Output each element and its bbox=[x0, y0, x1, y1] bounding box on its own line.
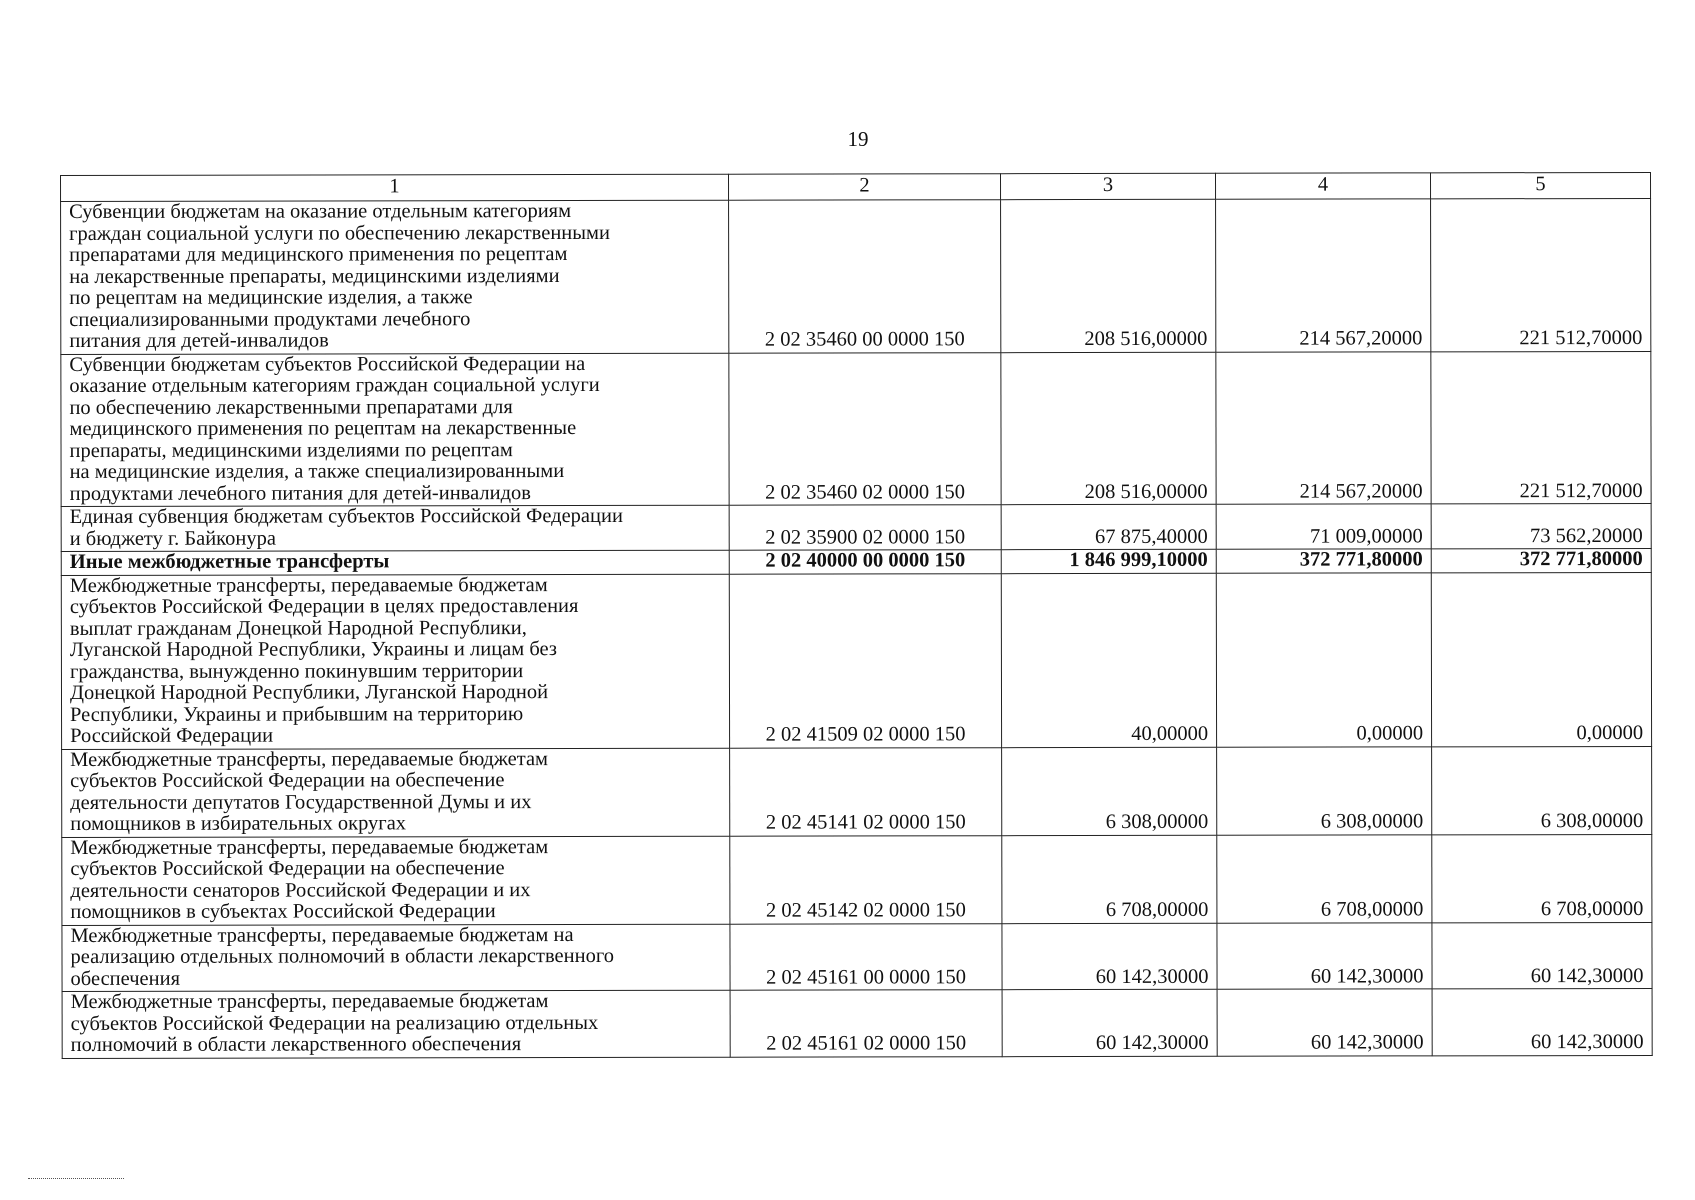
amount-col5: 221 512,70000 bbox=[1431, 351, 1651, 504]
budget-code: 2 02 35900 02 0000 150 bbox=[729, 505, 1001, 551]
amount-col3: 1 846 999,10000 bbox=[1001, 549, 1216, 573]
table-row bbox=[61, 503, 1651, 551]
description-line: субъектов Российской Федерации на обеспечение bbox=[70, 857, 505, 880]
amount-col3: 60 142,30000 bbox=[1002, 989, 1217, 1056]
description-line: субъектов Российской Федерации в целях предоставления bbox=[69, 595, 579, 618]
description-line: на лекарственные препараты, медицинскими изделиями bbox=[69, 264, 560, 288]
row-description bbox=[61, 574, 729, 749]
amount-col5: 372 771,80000 bbox=[1431, 548, 1651, 572]
amount-col5: 60 142,30000 bbox=[1432, 988, 1652, 1055]
amount-col3: 6 308,00000 bbox=[1002, 747, 1217, 835]
row-description bbox=[62, 924, 730, 992]
row-description bbox=[62, 990, 730, 1058]
description-line: гражданства, вынужденно покинувшим территории bbox=[69, 659, 524, 683]
description-line: медицинского применения по рецептам на лекарственные bbox=[69, 417, 577, 440]
description-line: продуктами лечебного питания для детей-инвалидов bbox=[69, 481, 531, 505]
description-line: Республики, Украины и прибывшим на территорию bbox=[70, 702, 524, 726]
table-row bbox=[61, 198, 1651, 354]
description-line: Межбюджетные трансферты, передаваемые бюджетам bbox=[70, 990, 549, 1013]
column-header: 4 bbox=[1215, 173, 1430, 199]
description-line: по обеспечению лекарственными препаратами для bbox=[69, 395, 513, 419]
amount-col4: 60 142,30000 bbox=[1217, 989, 1432, 1056]
description-line: Межбюджетные трансферты, передаваемые бюджетам bbox=[70, 747, 549, 771]
description-line: субъектов Российской Федерации на обеспечение bbox=[70, 769, 505, 792]
column-header: 2 bbox=[728, 174, 1000, 201]
budget-code: 2 02 45142 02 0000 150 bbox=[730, 835, 1002, 924]
description-line: помощников в субъектах Российской Федерации bbox=[70, 900, 496, 923]
page-number: 19 bbox=[847, 127, 869, 151]
description-line: на медицинские изделия, а также специализированными bbox=[69, 460, 565, 483]
budget-code: 2 02 45141 02 0000 150 bbox=[730, 747, 1002, 836]
description-line: Субвенции бюджетам на оказание отдельным категориям bbox=[69, 200, 572, 223]
description-line: Межбюджетные трансферты, передаваемые бюджетам bbox=[70, 835, 549, 859]
amount-col5: 6 708,00000 bbox=[1432, 834, 1652, 922]
description-line: Луганской Народной Республики, Украины и лицам без bbox=[69, 638, 558, 661]
row-description bbox=[61, 353, 729, 507]
amount-col5: 6 308,00000 bbox=[1432, 746, 1652, 834]
amount-col5: 0,00000 bbox=[1431, 572, 1651, 746]
column-header: 5 bbox=[1430, 172, 1650, 198]
amount-col5: 60 142,30000 bbox=[1432, 922, 1652, 989]
budget-table bbox=[60, 172, 1653, 1059]
description-line: деятельности сенаторов Российской Федерации и их bbox=[70, 878, 531, 902]
description-line: Российской Федерации bbox=[70, 724, 274, 747]
description-line: полномочий в области лекарственного обеспечения bbox=[70, 1033, 522, 1056]
row-description bbox=[61, 200, 729, 354]
amount-col4: 372 771,80000 bbox=[1216, 549, 1431, 573]
amount-col4: 0,00000 bbox=[1216, 572, 1431, 746]
description-line: Субвенции бюджетам субъектов Российской Федерации на bbox=[69, 352, 586, 376]
row-description bbox=[61, 550, 729, 575]
amount-col4: 214 567,20000 bbox=[1216, 351, 1431, 504]
amount-col3: 208 516,00000 bbox=[1001, 352, 1216, 505]
row-description bbox=[62, 836, 730, 925]
budget-code: 2 02 45161 02 0000 150 bbox=[730, 990, 1002, 1057]
description-line: питания для детей-инвалидов bbox=[69, 329, 329, 352]
description-line: препаратами для медицинского применения по рецептам bbox=[69, 243, 568, 266]
description-line: обеспечения bbox=[70, 967, 181, 990]
description-line: граждан социальной услуги по обеспечению лекарственными bbox=[69, 221, 610, 245]
amount-col5: 73 562,20000 bbox=[1431, 503, 1651, 548]
description-line: Единая субвенция бюджетам субъектов Российской Федерации bbox=[69, 504, 623, 528]
table-row bbox=[61, 572, 1651, 749]
budget-code: 2 02 35460 00 0000 150 bbox=[729, 200, 1001, 353]
description-line: специализированными продуктами лечебного bbox=[69, 307, 471, 331]
amount-col3: 60 142,30000 bbox=[1002, 923, 1217, 990]
description-line: выплат гражданам Донецкой Народной Республики, bbox=[69, 616, 527, 640]
budget-code: 2 02 41509 02 0000 150 bbox=[729, 573, 1001, 748]
budget-code: 2 02 40000 00 0000 150 bbox=[729, 550, 1001, 574]
amount-col3: 208 516,00000 bbox=[1001, 199, 1216, 352]
description-line: Иные межбюджетные трансферты bbox=[69, 550, 390, 573]
budget-code: 2 02 35460 02 0000 150 bbox=[729, 352, 1001, 505]
description-line: препараты, медицинскими изделиями по рецептам bbox=[69, 438, 513, 462]
table-row bbox=[62, 746, 1652, 837]
amount-col3: 40,00000 bbox=[1001, 573, 1216, 747]
table-header-row bbox=[61, 172, 1651, 201]
description-line: и бюджету г. Байконура bbox=[69, 527, 276, 550]
amount-col5: 221 512,70000 bbox=[1431, 198, 1651, 351]
budget-code: 2 02 45161 00 0000 150 bbox=[730, 923, 1002, 990]
amount-col4: 6 308,00000 bbox=[1217, 746, 1432, 834]
description-line: Межбюджетные трансферты, передаваемые бюджетам bbox=[69, 573, 548, 597]
column-header: 3 bbox=[1000, 173, 1215, 199]
table-row bbox=[62, 922, 1652, 992]
amount-col4: 214 567,20000 bbox=[1216, 199, 1431, 352]
amount-col4: 60 142,30000 bbox=[1217, 922, 1432, 989]
row-description bbox=[62, 748, 730, 837]
description-line: оказание отдельным категориям граждан социальной услуги bbox=[69, 373, 600, 397]
row-description bbox=[61, 505, 729, 551]
description-line: помощников в избирательных округах bbox=[70, 812, 407, 835]
column-header: 1 bbox=[61, 174, 729, 201]
description-line: Межбюджетные трансферты, передаваемые бюджетам на bbox=[70, 923, 574, 947]
description-line: деятельности депутатов Государственной Думы и их bbox=[70, 790, 532, 814]
table-row bbox=[61, 351, 1651, 507]
scan-margin-mark bbox=[28, 1178, 124, 1180]
amount-col4: 6 708,00000 bbox=[1217, 834, 1432, 922]
description-line: Донецкой Народной Республики, Луганской Народной bbox=[69, 681, 549, 704]
description-line: по рецептам на медицинские изделия, а также bbox=[69, 286, 473, 309]
amount-col4: 71 009,00000 bbox=[1216, 504, 1431, 549]
table-row bbox=[62, 834, 1652, 925]
description-line: субъектов Российской Федерации на реализацию отдельных bbox=[70, 1011, 599, 1035]
amount-col3: 67 875,40000 bbox=[1001, 504, 1216, 549]
table-row bbox=[62, 988, 1652, 1058]
table-row-subtotal bbox=[61, 548, 1651, 575]
description-line: реализацию отдельных полномочий в области лекарственного bbox=[70, 944, 615, 968]
amount-col3: 6 708,00000 bbox=[1002, 835, 1217, 923]
